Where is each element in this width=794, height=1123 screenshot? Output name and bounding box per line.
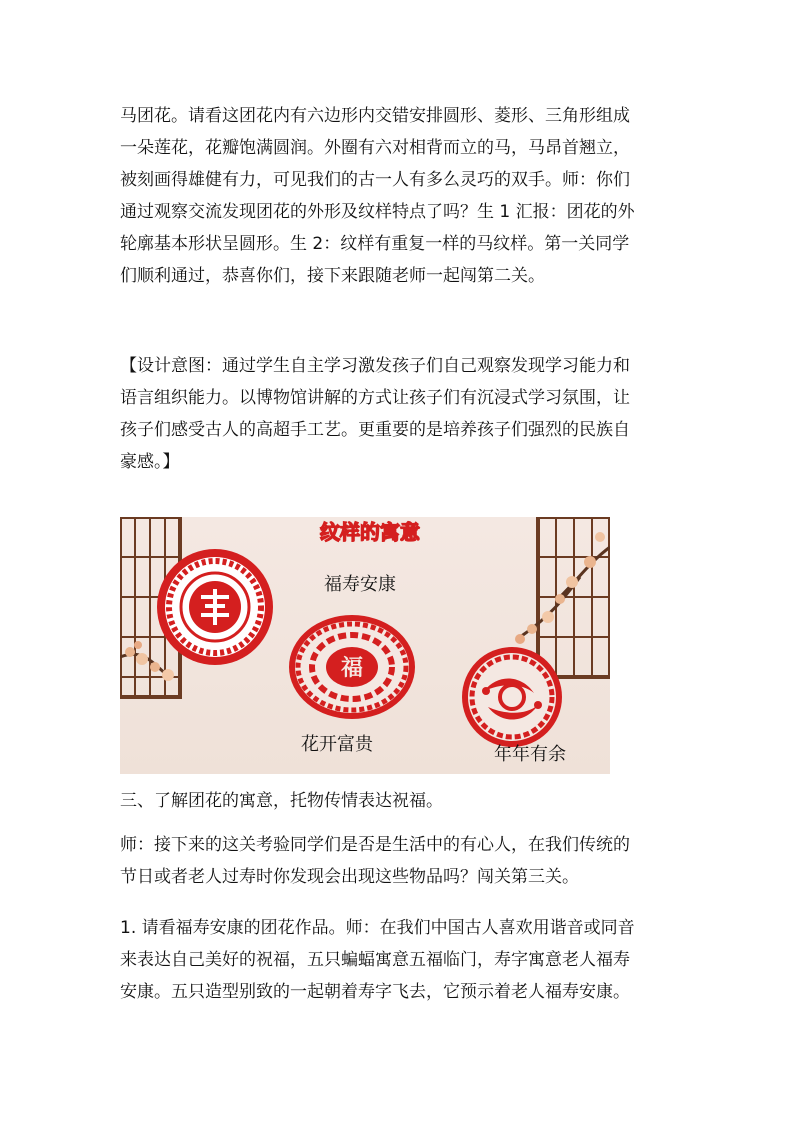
paper-cut-niannian bbox=[462, 647, 562, 747]
text-line: 1. 请看福寿安康的团花作品。师：在我们中国古人喜欢用谐音或同音 bbox=[120, 918, 635, 938]
paper-cut-huakai bbox=[289, 615, 415, 719]
text-line: 【设计意图：通过学生自主学习激发孩子们自己观察发现学习能力和 bbox=[120, 356, 630, 376]
section-title: 三、了解团花的寓意，托物传情表达祝福。 bbox=[120, 791, 443, 811]
text-line: 来表达自己美好的祝福，五只蝙蝠寓意五福临门，寿字寓意老人福寿 bbox=[120, 950, 630, 970]
text-line: 安康。五只造型别致的一起朝着寿字飞去，它预示着老人福寿安康。 bbox=[120, 982, 630, 1002]
text-line: 师：接下来的这关考验同学们是否是生活中的有心人，在我们传统的 bbox=[120, 835, 630, 855]
text-line: 们顺利通过，恭喜你们，接下来跟随老师一起闯第二关。 bbox=[120, 266, 545, 286]
design-intent-note bbox=[120, 350, 676, 478]
section-heading bbox=[120, 785, 676, 817]
text-line: 豪感。】 bbox=[120, 452, 180, 472]
caption-fushou: 福寿安康 bbox=[324, 574, 396, 595]
text-line: 一朵莲花，花瓣饱满圆润。外圈有六对相背而立的马，马昂首翘立， bbox=[120, 138, 630, 158]
text-line: 马团花。请看这团花内有六边形内交错安排圆形、菱形、三角形组成 bbox=[120, 106, 630, 126]
text-line: 通过观察交流发现团花的外形及纹样特点了吗？生 1 汇报：团花的外 bbox=[120, 202, 635, 222]
text-line: 节日或者老人过寿时你发现会出现这些物品吗？闯关第三关。 bbox=[120, 867, 579, 887]
text-line: 轮廓基本形状呈圆形。生 2：纹样有重复一样的马纹样。第一关同学 bbox=[120, 234, 630, 254]
figure-illustration bbox=[120, 517, 610, 774]
text-line: 语言组织能力。以博物馆讲解的方式让孩子们有沉浸式学习氛围，让 bbox=[120, 388, 630, 408]
caption-niannian: 年年有余 bbox=[494, 744, 566, 765]
glyph-fu: 福 bbox=[340, 656, 364, 681]
figure-title: 纹样的寓意 bbox=[320, 520, 420, 544]
caption-huakai: 花开富贵 bbox=[301, 734, 373, 755]
paragraph-intro bbox=[120, 100, 676, 292]
blossom-branch-right bbox=[515, 532, 610, 644]
paper-cut-figure bbox=[120, 517, 610, 774]
paragraph-teacher-prompt bbox=[120, 829, 676, 893]
paper-cut-fushou bbox=[157, 549, 273, 665]
text-line: 孩子们感受古人的高超手工艺。更重要的是培养孩子们强烈的民族自 bbox=[120, 420, 630, 440]
paragraph-fushou bbox=[120, 912, 676, 1008]
text-line: 被刻画得雄健有力，可见我们的古一人有多么灵巧的双手。师：你们 bbox=[120, 170, 630, 190]
